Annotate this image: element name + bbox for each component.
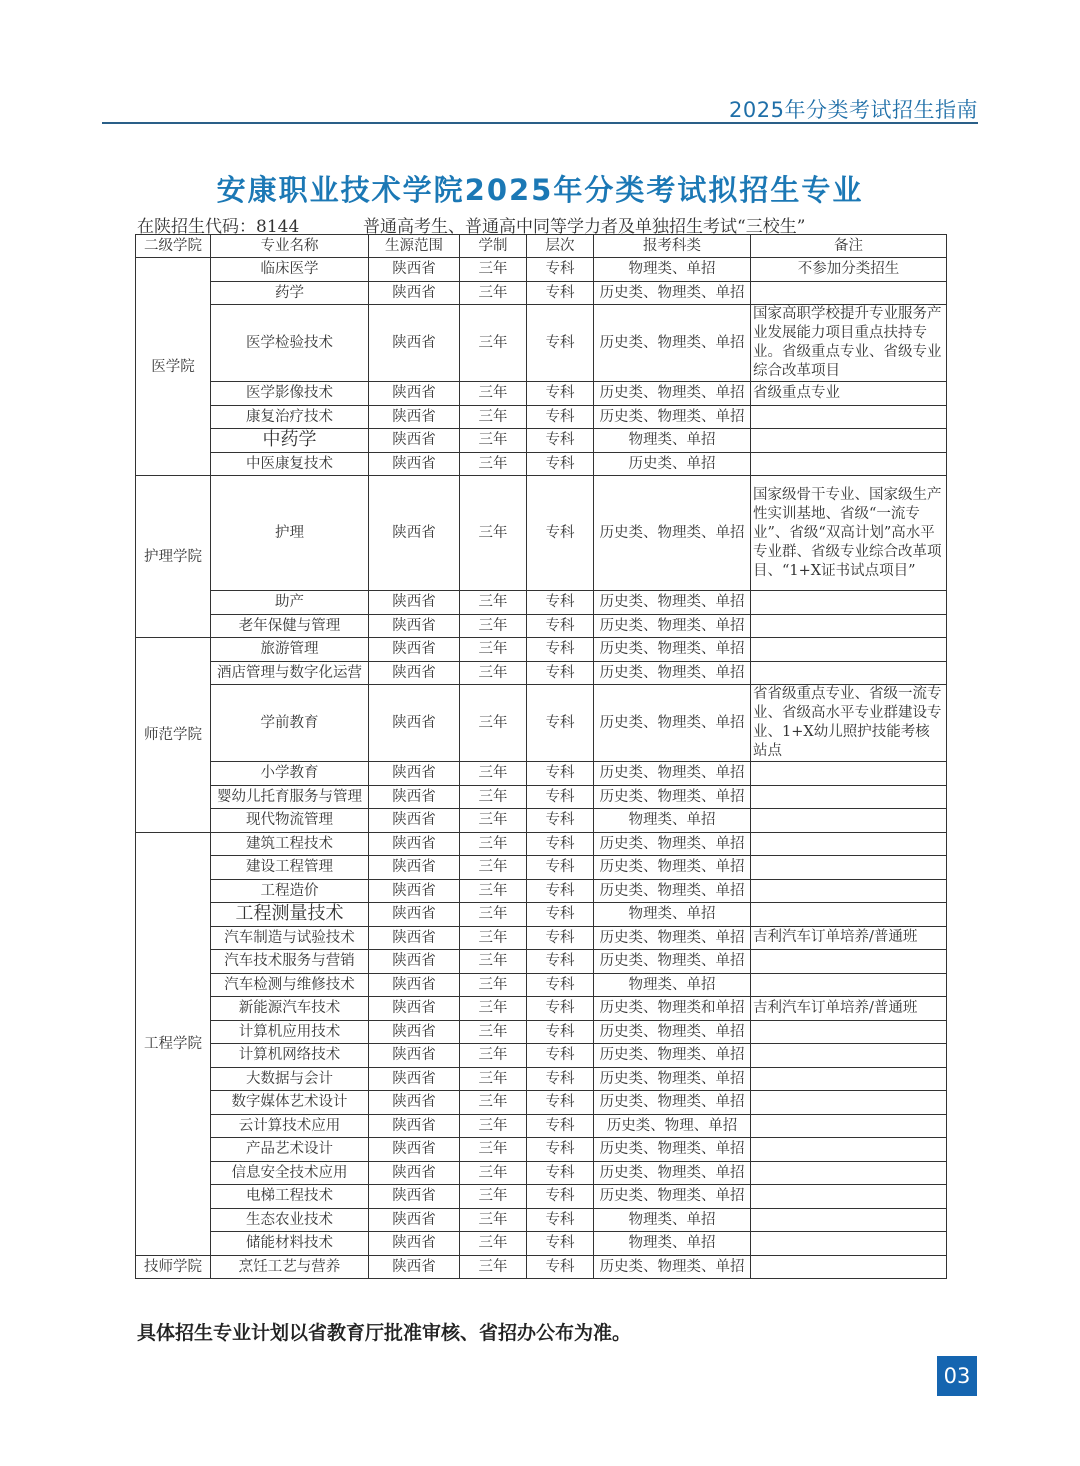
scope-cell: 陕西省	[369, 1020, 460, 1044]
years-cell: 三年	[460, 405, 527, 429]
major-name-cell: 工程造价	[211, 879, 369, 903]
table-row	[136, 879, 947, 903]
note-cell	[751, 614, 947, 638]
scope-cell: 陕西省	[369, 661, 460, 685]
subjects-cell: 历史类、物理类、单招	[594, 476, 751, 591]
scope-cell: 陕西省	[369, 879, 460, 903]
years-cell: 三年	[460, 452, 527, 476]
scope-cell: 陕西省	[369, 382, 460, 406]
table-row	[136, 926, 947, 950]
level-cell: 专科	[527, 809, 594, 833]
subjects-cell: 物理类、单招	[594, 429, 751, 453]
note-cell: 不参加分类招生	[751, 258, 947, 282]
major-name-cell: 云计算技术应用	[211, 1114, 369, 1138]
years-cell: 三年	[460, 1255, 527, 1279]
column-header-level: 层次	[527, 235, 594, 258]
note-cell: 省级重点专业	[751, 382, 947, 406]
scope-cell: 陕西省	[369, 832, 460, 856]
note-cell	[751, 950, 947, 974]
subjects-cell: 物理类、单招	[594, 809, 751, 833]
scope-cell: 陕西省	[369, 1091, 460, 1115]
major-name-cell: 药学	[211, 281, 369, 305]
level-cell: 专科	[527, 405, 594, 429]
table-row	[136, 1067, 947, 1091]
table-row	[136, 997, 947, 1021]
years-cell: 三年	[460, 685, 527, 762]
major-name-cell: 现代物流管理	[211, 809, 369, 833]
subjects-cell: 历史类、物理类、单招	[594, 661, 751, 685]
years-cell: 三年	[460, 950, 527, 974]
note-cell	[751, 762, 947, 786]
table-row	[136, 785, 947, 809]
years-cell: 三年	[460, 903, 527, 927]
subjects-cell: 物理类、单招	[594, 973, 751, 997]
level-cell: 专科	[527, 258, 594, 282]
scope-cell: 陕西省	[369, 1114, 460, 1138]
note-cell	[751, 405, 947, 429]
note-cell: 吉利汽车订单培养/普通班	[751, 997, 947, 1021]
subjects-cell: 物理类、单招	[594, 1208, 751, 1232]
years-cell: 三年	[460, 809, 527, 833]
major-name-cell: 中药学	[211, 429, 369, 453]
college-name-cell: 护理学院	[136, 476, 211, 638]
college-name-cell: 医学院	[136, 258, 211, 476]
scope-cell: 陕西省	[369, 950, 460, 974]
subjects-cell: 历史类、物理类、单招	[594, 879, 751, 903]
note-cell	[751, 856, 947, 880]
subjects-cell: 历史类、物理类、单招	[594, 926, 751, 950]
major-name-cell: 汽车技术服务与营销	[211, 950, 369, 974]
note-cell	[751, 1044, 947, 1068]
table-row	[136, 1161, 947, 1185]
level-cell: 专科	[527, 1044, 594, 1068]
level-cell: 专科	[527, 638, 594, 662]
scope-cell: 陕西省	[369, 1044, 460, 1068]
college-name-cell: 工程学院	[136, 832, 211, 1255]
years-cell: 三年	[460, 1208, 527, 1232]
subjects-cell: 历史类、单招	[594, 452, 751, 476]
scope-cell: 陕西省	[369, 614, 460, 638]
level-cell: 专科	[527, 903, 594, 927]
table-row	[136, 1138, 947, 1162]
column-header-scope: 生源范围	[369, 235, 460, 258]
years-cell: 三年	[460, 785, 527, 809]
table-row	[136, 382, 947, 406]
table-row	[136, 452, 947, 476]
scope-cell: 陕西省	[369, 997, 460, 1021]
years-cell: 三年	[460, 879, 527, 903]
years-cell: 三年	[460, 258, 527, 282]
years-cell: 三年	[460, 614, 527, 638]
subjects-cell: 历史类、物理类、单招	[594, 762, 751, 786]
major-name-cell: 老年保健与管理	[211, 614, 369, 638]
scope-cell: 陕西省	[369, 476, 460, 591]
major-name-cell: 计算机应用技术	[211, 1020, 369, 1044]
level-cell: 专科	[527, 1255, 594, 1279]
scope-cell: 陕西省	[369, 638, 460, 662]
scope-cell: 陕西省	[369, 305, 460, 382]
table-row	[136, 1091, 947, 1115]
note-cell	[751, 1255, 947, 1279]
years-cell: 三年	[460, 281, 527, 305]
level-cell: 专科	[527, 1161, 594, 1185]
level-cell: 专科	[527, 856, 594, 880]
note-cell	[751, 785, 947, 809]
note-cell	[751, 1208, 947, 1232]
footnote: 具体招生专业计划以省教育厅批准审核、省招办公布为准。	[137, 1322, 632, 1344]
major-name-cell: 旅游管理	[211, 638, 369, 662]
scope-cell: 陕西省	[369, 762, 460, 786]
note-cell	[751, 1020, 947, 1044]
level-cell: 专科	[527, 476, 594, 591]
major-name-cell: 建筑工程技术	[211, 832, 369, 856]
level-cell: 专科	[527, 926, 594, 950]
column-header-years: 学制	[460, 235, 527, 258]
scope-cell: 陕西省	[369, 258, 460, 282]
years-cell: 三年	[460, 973, 527, 997]
major-name-cell: 医学影像技术	[211, 382, 369, 406]
years-cell: 三年	[460, 1185, 527, 1209]
level-cell: 专科	[527, 1114, 594, 1138]
scope-cell: 陕西省	[369, 405, 460, 429]
subjects-cell: 物理类、单招	[594, 1232, 751, 1256]
table-row	[136, 973, 947, 997]
table-row	[136, 429, 947, 453]
note-cell	[751, 879, 947, 903]
column-header-major: 专业名称	[211, 235, 369, 258]
years-cell: 三年	[460, 856, 527, 880]
years-cell: 三年	[460, 1091, 527, 1115]
subjects-cell: 历史类、物理类、单招	[594, 832, 751, 856]
major-name-cell: 烹饪工艺与营养	[211, 1255, 369, 1279]
scope-cell: 陕西省	[369, 1255, 460, 1279]
table-row	[136, 305, 947, 382]
note-cell	[751, 832, 947, 856]
years-cell: 三年	[460, 638, 527, 662]
subjects-cell: 历史类、物理类、单招	[594, 614, 751, 638]
subjects-cell: 历史类、物理类、单招	[594, 1161, 751, 1185]
table-row	[136, 405, 947, 429]
table-row	[136, 1020, 947, 1044]
majors-table	[135, 234, 947, 1279]
table-row	[136, 809, 947, 833]
years-cell: 三年	[460, 1114, 527, 1138]
years-cell: 三年	[460, 476, 527, 591]
subjects-cell: 历史类、物理类、单招	[594, 1255, 751, 1279]
major-name-cell: 产品艺术设计	[211, 1138, 369, 1162]
scope-cell: 陕西省	[369, 1208, 460, 1232]
level-cell: 专科	[527, 685, 594, 762]
major-name-cell: 临床医学	[211, 258, 369, 282]
years-cell: 三年	[460, 997, 527, 1021]
level-cell: 专科	[527, 661, 594, 685]
level-cell: 专科	[527, 785, 594, 809]
note-cell	[751, 1232, 947, 1256]
level-cell: 专科	[527, 1185, 594, 1209]
level-cell: 专科	[527, 614, 594, 638]
major-name-cell: 信息安全技术应用	[211, 1161, 369, 1185]
subjects-cell: 历史类、物理、单招	[594, 1114, 751, 1138]
table-row	[136, 1185, 947, 1209]
table-row	[136, 614, 947, 638]
subjects-cell: 历史类、物理类、单招	[594, 591, 751, 615]
years-cell: 三年	[460, 762, 527, 786]
column-header-note: 备注	[751, 235, 947, 258]
subjects-cell: 历史类、物理类、单招	[594, 638, 751, 662]
running-header-title: 2025年分类考试招生指南	[729, 98, 978, 122]
note-cell: 吉利汽车订单培养/普通班	[751, 926, 947, 950]
column-header-subjects: 报考科类	[594, 235, 751, 258]
subjects-cell: 历史类、物理类、单招	[594, 305, 751, 382]
level-cell: 专科	[527, 429, 594, 453]
note-cell	[751, 591, 947, 615]
applicant-types: 普通高考生、普通高中同等学力者及单独招生考试“三校生”	[363, 217, 806, 237]
major-name-cell: 学前教育	[211, 685, 369, 762]
subjects-cell: 历史类、物理类、单招	[594, 1091, 751, 1115]
table-row	[136, 950, 947, 974]
major-name-cell: 建设工程管理	[211, 856, 369, 880]
major-name-cell: 婴幼儿托育服务与管理	[211, 785, 369, 809]
years-cell: 三年	[460, 429, 527, 453]
college-name-cell: 技师学院	[136, 1255, 211, 1279]
major-name-cell: 中医康复技术	[211, 452, 369, 476]
major-name-cell: 康复治疗技术	[211, 405, 369, 429]
level-cell: 专科	[527, 382, 594, 406]
note-cell	[751, 1138, 947, 1162]
scope-cell: 陕西省	[369, 1161, 460, 1185]
scope-cell: 陕西省	[369, 926, 460, 950]
years-cell: 三年	[460, 591, 527, 615]
level-cell: 专科	[527, 1208, 594, 1232]
major-name-cell: 工程测量技术	[211, 903, 369, 927]
years-cell: 三年	[460, 832, 527, 856]
subjects-cell: 历史类、物理类、单招	[594, 1044, 751, 1068]
note-cell	[751, 973, 947, 997]
level-cell: 专科	[527, 762, 594, 786]
major-name-cell: 小学教育	[211, 762, 369, 786]
table-row	[136, 856, 947, 880]
note-cell: 国家级骨干专业、国家级生产性实训基地、省级“一流专业”、省级“双高计划”高水平专业群、省级专业综合改革项目、“1+X证书试点项目”	[751, 476, 947, 591]
table-row	[136, 832, 947, 856]
level-cell: 专科	[527, 1091, 594, 1115]
major-name-cell: 大数据与会计	[211, 1067, 369, 1091]
header-rule	[102, 122, 978, 124]
table-row	[136, 685, 947, 762]
level-cell: 专科	[527, 281, 594, 305]
note-cell	[751, 903, 947, 927]
document-title: 安康职业技术学院2025年分类考试拟招生专业	[216, 173, 864, 207]
note-cell	[751, 638, 947, 662]
subjects-cell: 历史类、物理类、单招	[594, 685, 751, 762]
subjects-cell: 历史类、物理类、单招	[594, 281, 751, 305]
scope-cell: 陕西省	[369, 429, 460, 453]
note-cell	[751, 1161, 947, 1185]
major-name-cell: 电梯工程技术	[211, 1185, 369, 1209]
major-name-cell: 计算机网络技术	[211, 1044, 369, 1068]
column-header-college: 二级学院	[136, 235, 211, 258]
scope-cell: 陕西省	[369, 452, 460, 476]
table-row	[136, 638, 947, 662]
scope-cell: 陕西省	[369, 281, 460, 305]
major-name-cell: 汽车制造与试验技术	[211, 926, 369, 950]
scope-cell: 陕西省	[369, 785, 460, 809]
subjects-cell: 历史类、物理类、单招	[594, 405, 751, 429]
scope-cell: 陕西省	[369, 1232, 460, 1256]
level-cell: 专科	[527, 832, 594, 856]
subjects-cell: 历史类、物理类、单招	[594, 1067, 751, 1091]
table-row	[136, 258, 947, 282]
subjects-cell: 历史类、物理类、单招	[594, 856, 751, 880]
scope-cell: 陕西省	[369, 809, 460, 833]
note-cell	[751, 661, 947, 685]
years-cell: 三年	[460, 382, 527, 406]
enrollment-code: 在陕招生代码：8144	[137, 217, 300, 237]
scope-cell: 陕西省	[369, 856, 460, 880]
college-name-cell: 师范学院	[136, 638, 211, 833]
table-row	[136, 1114, 947, 1138]
table-row	[136, 762, 947, 786]
level-cell: 专科	[527, 1138, 594, 1162]
page-number-badge: 03	[937, 1356, 977, 1396]
major-name-cell: 助产	[211, 591, 369, 615]
scope-cell: 陕西省	[369, 1138, 460, 1162]
table-header-row	[136, 235, 947, 258]
scope-cell: 陕西省	[369, 685, 460, 762]
subjects-cell: 历史类、物理类、单招	[594, 1185, 751, 1209]
table-row	[136, 1232, 947, 1256]
table-row	[136, 1044, 947, 1068]
major-name-cell: 汽车检测与维修技术	[211, 973, 369, 997]
note-cell: 国家高职学校提升专业服务产业发展能力项目重点扶持专业。省级重点专业、省级专业综合改革项目	[751, 305, 947, 382]
scope-cell: 陕西省	[369, 591, 460, 615]
years-cell: 三年	[460, 1232, 527, 1256]
note-cell	[751, 452, 947, 476]
note-cell	[751, 1091, 947, 1115]
level-cell: 专科	[527, 973, 594, 997]
note-cell: 省省级重点专业、省级一流专业、省级高水平专业群建设专业、1+X幼儿照护技能考核站点	[751, 685, 947, 762]
scope-cell: 陕西省	[369, 973, 460, 997]
table-row	[136, 1208, 947, 1232]
level-cell: 专科	[527, 1232, 594, 1256]
level-cell: 专科	[527, 452, 594, 476]
level-cell: 专科	[527, 1020, 594, 1044]
scope-cell: 陕西省	[369, 1067, 460, 1091]
note-cell	[751, 281, 947, 305]
major-name-cell: 酒店管理与数字化运营	[211, 661, 369, 685]
years-cell: 三年	[460, 1161, 527, 1185]
years-cell: 三年	[460, 661, 527, 685]
level-cell: 专科	[527, 879, 594, 903]
scope-cell: 陕西省	[369, 1185, 460, 1209]
table-row	[136, 591, 947, 615]
subjects-cell: 历史类、物理类、单招	[594, 785, 751, 809]
table-row	[136, 903, 947, 927]
note-cell	[751, 809, 947, 833]
major-name-cell: 储能材料技术	[211, 1232, 369, 1256]
subjects-cell: 物理类、单招	[594, 258, 751, 282]
level-cell: 专科	[527, 1067, 594, 1091]
years-cell: 三年	[460, 1020, 527, 1044]
major-name-cell: 生态农业技术	[211, 1208, 369, 1232]
subjects-cell: 历史类、物理类、单招	[594, 382, 751, 406]
majors-table-body	[136, 258, 947, 1279]
major-name-cell: 护理	[211, 476, 369, 591]
years-cell: 三年	[460, 305, 527, 382]
major-name-cell: 医学检验技术	[211, 305, 369, 382]
years-cell: 三年	[460, 1044, 527, 1068]
table-row	[136, 281, 947, 305]
note-cell	[751, 1114, 947, 1138]
subjects-cell: 物理类、单招	[594, 903, 751, 927]
major-name-cell: 新能源汽车技术	[211, 997, 369, 1021]
level-cell: 专科	[527, 305, 594, 382]
scope-cell: 陕西省	[369, 903, 460, 927]
level-cell: 专科	[527, 591, 594, 615]
major-name-cell: 数字媒体艺术设计	[211, 1091, 369, 1115]
note-cell	[751, 1067, 947, 1091]
table-row	[136, 476, 947, 591]
years-cell: 三年	[460, 1138, 527, 1162]
table-row	[136, 661, 947, 685]
table-row	[136, 1255, 947, 1279]
subjects-cell: 历史类、物理类、单招	[594, 950, 751, 974]
years-cell: 三年	[460, 926, 527, 950]
note-cell	[751, 429, 947, 453]
subjects-cell: 历史类、物理类、单招	[594, 1138, 751, 1162]
note-cell	[751, 1185, 947, 1209]
years-cell: 三年	[460, 1067, 527, 1091]
subjects-cell: 历史类、物理类和单招	[594, 997, 751, 1021]
level-cell: 专科	[527, 950, 594, 974]
level-cell: 专科	[527, 997, 594, 1021]
subjects-cell: 历史类、物理类、单招	[594, 1020, 751, 1044]
